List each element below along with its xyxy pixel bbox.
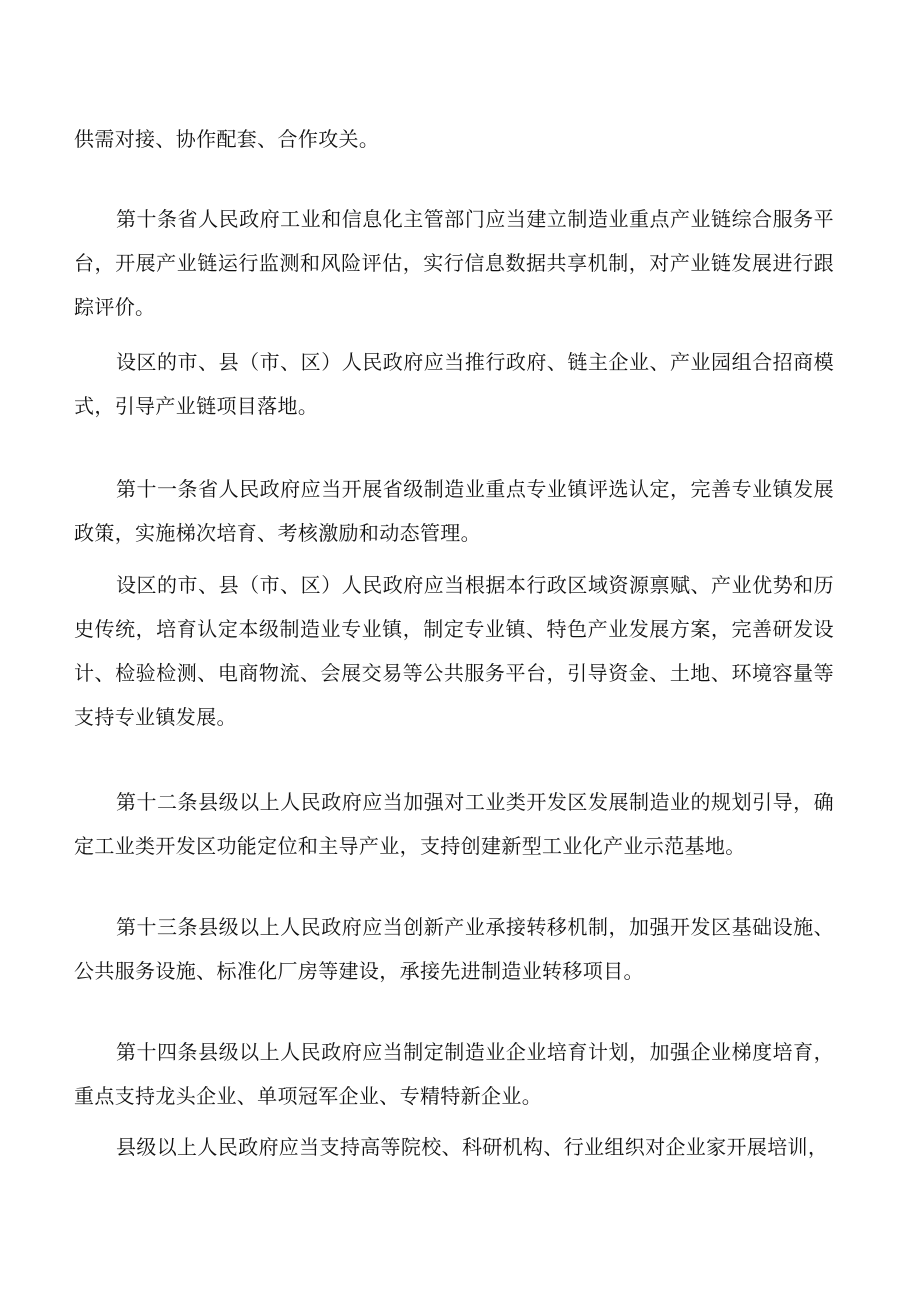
paragraph-continuation: 供需对接、协作配套、合作攻关。 (74, 127, 380, 151)
article-10-paragraph: 第十条省人民政府工业和信息化主管部门应当建立制造业重点产业链综合服务平台，开展产业链运行监测和风险评估，实行信息数据共享机制，对产业链发展进行跟踪评价。 (74, 207, 834, 319)
article-10-clause-2: 设区的市、县（市、区）人民政府应当推行政府、链主企业、产业园组合招商模式，引导产业链项目落地。 (74, 350, 834, 418)
article-13-paragraph: 第十三条县级以上人民政府应当创新产业承接转移机制，加强开发区基础设施、公共服务设施、标准化厂房等建设，承接先进制造业转移项目。 (74, 915, 834, 983)
article-14-paragraph: 第十四条县级以上人民政府应当制定制造业企业培育计划，加强企业梯度培育，重点支持龙头企业、单项冠军企业、专精特新企业。 (74, 1040, 834, 1108)
article-12-paragraph: 第十二条县级以上人民政府应当加强对工业类开发区发展制造业的规划引导，确定工业类开发区功能定位和主导产业，支持创建新型工业化产业示范基地。 (74, 790, 834, 858)
article-11-paragraph: 第十一条省人民政府应当开展省级制造业重点专业镇评选认定，完善专业镇发展政策，实施梯次培育、考核激励和动态管理。 (74, 477, 834, 545)
article-11-clause-2: 设区的市、县（市、区）人民政府应当根据本行政区域资源禀赋、产业优势和历史传统，培育认定本级制造业专业镇，制定专业镇、特色产业发展方案，完善研发设计、检验检测、电商物流、会展交易等公共服务平台，引导资金、土地、环境容量等支持专业镇发展。 (74, 573, 834, 729)
article-14-clause-2: 县级以上人民政府应当支持高等院校、科研机构、行业组织对企业家开展培训， (116, 1135, 829, 1159)
